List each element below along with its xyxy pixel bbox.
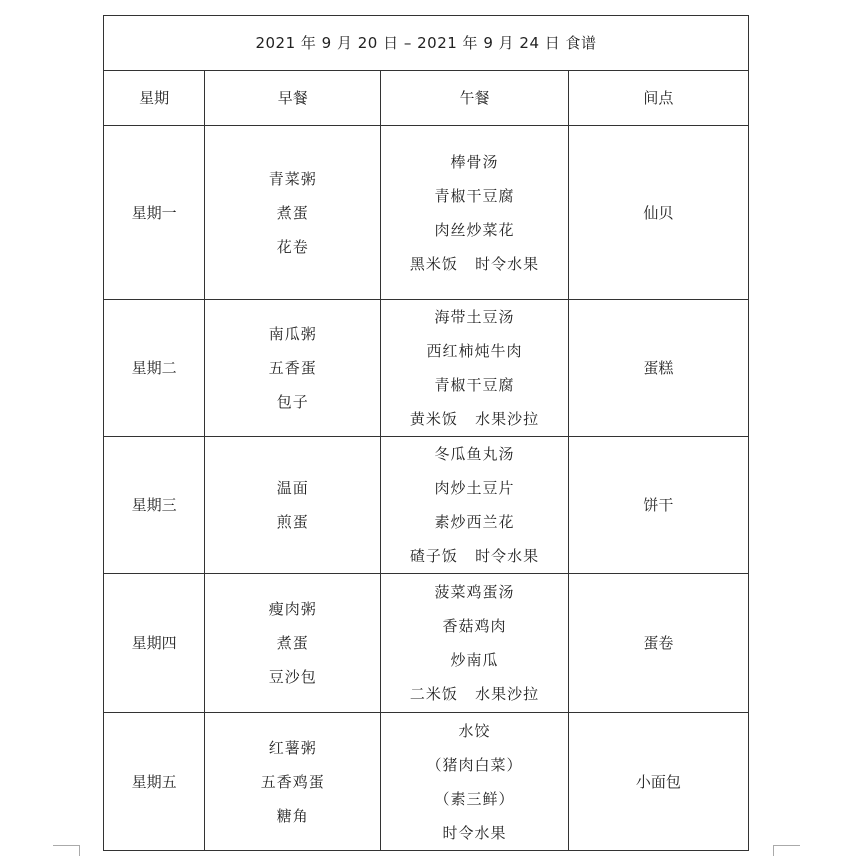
menu-title: 2021 年 9 月 20 日 – 2021 年 9 月 24 日 食谱 [104, 16, 749, 71]
lunch-item: 肉炒土豆片 [434, 479, 515, 497]
breakfast-item: 煮蛋 [276, 203, 309, 222]
breakfast-item: 煎蛋 [276, 513, 309, 531]
day-row-friday [104, 713, 749, 851]
breakfast-cell [205, 300, 381, 437]
lunch-item: 素炒西兰花 [434, 513, 515, 531]
snack-cell: 仙贝 [568, 126, 748, 300]
lunch-item: 水饺 [458, 721, 491, 740]
breakfast-item: 青菜粥 [268, 169, 317, 188]
lunch-item: 炒南瓜 [450, 651, 499, 669]
day-name: 星期三 [104, 437, 205, 574]
day-row-monday [104, 126, 749, 300]
day-name: 星期四 [104, 574, 205, 713]
lunch-item: 青椒干豆腐 [434, 186, 515, 205]
lunch-item: 香菇鸡肉 [442, 617, 507, 635]
day-name: 星期五 [104, 713, 205, 851]
header-breakfast: 早餐 [205, 71, 381, 126]
breakfast-item: 温面 [276, 479, 309, 497]
page-corner-mark-right [773, 845, 800, 856]
lunch-item: 冬瓜鱼丸汤 [434, 445, 515, 463]
lunch-cell [381, 574, 568, 713]
day-name: 星期二 [104, 300, 205, 437]
lunch-cell [381, 437, 568, 574]
snack-cell: 蛋卷 [568, 574, 748, 713]
day-name: 星期一 [104, 126, 205, 300]
lunch-cell [381, 126, 568, 300]
page-corner-mark-left [53, 845, 80, 856]
breakfast-cell [205, 126, 381, 300]
breakfast-item: 五香鸡蛋 [260, 772, 325, 791]
lunch-item: 时令水果 [442, 823, 507, 842]
header-day: 星期 [104, 71, 205, 126]
lunch-item: 碴子饭 时令水果 [409, 547, 540, 565]
breakfast-cell [205, 437, 381, 574]
breakfast-item: 五香蛋 [268, 359, 317, 377]
breakfast-item: 包子 [276, 393, 309, 411]
snack-cell: 饼干 [568, 437, 748, 574]
breakfast-cell [205, 713, 381, 851]
breakfast-item: 煮蛋 [276, 634, 309, 652]
header-lunch: 午餐 [381, 71, 568, 126]
lunch-item: 黑米饭 时令水果 [409, 254, 540, 273]
day-row-wednesday [104, 437, 749, 574]
lunch-item: （猪肉白菜） [426, 755, 523, 774]
breakfast-item: 花卷 [276, 237, 309, 256]
lunch-item: 海带土豆汤 [434, 308, 515, 326]
breakfast-item: 南瓜粥 [268, 325, 317, 343]
lunch-item: 青椒干豆腐 [434, 376, 515, 394]
lunch-cell [381, 713, 568, 851]
lunch-item: 肉丝炒菜花 [434, 220, 515, 239]
day-row-tuesday [104, 300, 749, 437]
lunch-item: 菠菜鸡蛋汤 [434, 583, 515, 601]
breakfast-item: 糖角 [276, 806, 309, 825]
breakfast-item: 豆沙包 [268, 668, 317, 686]
day-row-thursday [104, 574, 749, 713]
breakfast-item: 瘦肉粥 [268, 600, 317, 618]
lunch-item: （素三鲜） [434, 789, 515, 808]
header-snack: 间点 [568, 71, 748, 126]
snack-cell: 小面包 [568, 713, 748, 851]
breakfast-item: 红薯粥 [268, 738, 317, 757]
header-row [104, 71, 749, 126]
lunch-item: 黄米饭 水果沙拉 [409, 410, 540, 428]
menu-table [103, 15, 749, 851]
breakfast-cell [205, 574, 381, 713]
lunch-item: 西红柿炖牛肉 [426, 342, 523, 360]
lunch-cell [381, 300, 568, 437]
title-row [104, 16, 749, 71]
snack-cell: 蛋糕 [568, 300, 748, 437]
lunch-item: 二米饭 水果沙拉 [409, 685, 540, 703]
lunch-item: 棒骨汤 [450, 152, 499, 171]
